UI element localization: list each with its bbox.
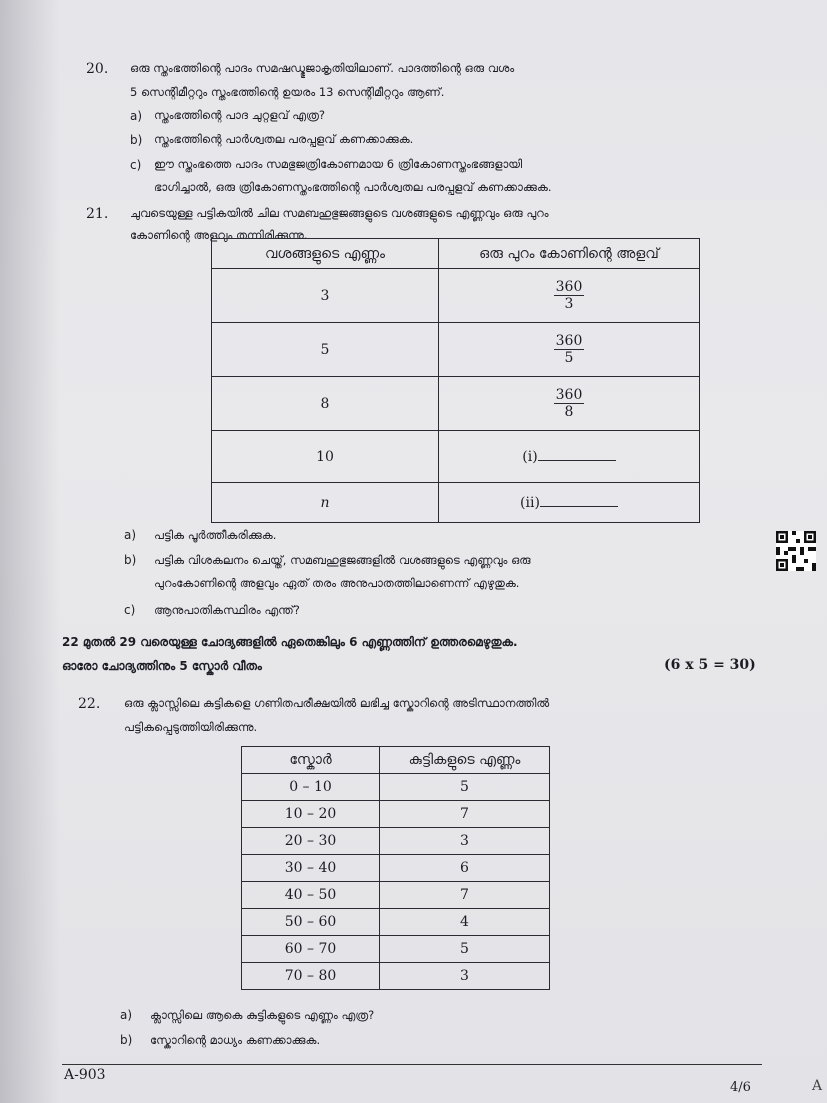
score-cell: 20 – 30	[242, 828, 380, 855]
footer-divider	[62, 1064, 762, 1065]
page-number: 4/6	[730, 1080, 751, 1095]
table-row	[242, 855, 550, 882]
fraction	[554, 387, 585, 420]
fraction-denominator: 3	[564, 296, 574, 312]
table-row	[242, 828, 550, 855]
table-header-angle: ഒരു പുറം കോണിന്റെ അളവ്	[439, 239, 700, 269]
section-score-note: ഓരോ ചോദ്യത്തിനും 5 സ്കോർ വീതം	[62, 659, 262, 673]
score-cell: 60 – 70	[242, 936, 380, 963]
count-cell: 6	[380, 855, 550, 882]
count-cell: 3	[380, 963, 550, 990]
angle-cell	[439, 377, 700, 431]
table-row	[242, 936, 550, 963]
angle-cell	[439, 269, 700, 323]
q22-table	[241, 746, 550, 990]
q21-line1: ചുവടെയുള്ള പട്ടികയിൽ ചില സമബഹുഭുജങ്ങളുടെ വശങ്ങളുടെ എണ്ണവും ഒരു പുറം	[130, 206, 549, 220]
q22-line2: പട്ടികപ്പെടുത്തിയിരിക്കുന്നു.	[124, 720, 258, 734]
q20-a-label: a)	[130, 109, 143, 123]
q21-c-label: c)	[124, 603, 136, 617]
table-row	[242, 882, 550, 909]
score-cell: 70 – 80	[242, 963, 380, 990]
table-row	[212, 323, 700, 377]
count-cell: 4	[380, 909, 550, 936]
table-row	[242, 909, 550, 936]
table-row	[212, 483, 700, 523]
q22-a-text: ക്ലാസ്സിലെ ആകെ കുട്ടികളുടെ എണ്ണം എത്ര?	[150, 1008, 375, 1022]
q21-table	[211, 238, 700, 523]
count-cell: 5	[380, 936, 550, 963]
q21-b-label: b)	[124, 553, 137, 567]
sides-cell: n	[212, 483, 439, 523]
q20-c-text1: ഈ സ്തംഭത്തെ പാദം സമഭുജത്രികോണമായ 6 ത്രികോണസ്തംഭങ്ങളായി	[154, 157, 523, 171]
table-header-score: സ്കോർ	[242, 747, 380, 774]
fraction-numerator: 360	[555, 386, 583, 403]
table-row	[212, 377, 700, 431]
q22-number: 22.	[78, 696, 101, 712]
score-cell: 10 – 20	[242, 801, 380, 828]
table-row	[242, 774, 550, 801]
q22-line1: ഒരു ക്ലാസ്സിലെ കുട്ടികളെ ഗണിതപരീക്ഷയിൽ ലഭിച്ച സ്കോറിന്റെ അടിസ്ഥാനത്തിൽ	[124, 696, 550, 710]
q21-a-text: പട്ടിക പൂർത്തീകരിക്കുക.	[154, 528, 277, 542]
answer-blank	[538, 448, 616, 461]
angle-cell	[439, 323, 700, 377]
table-row	[212, 269, 700, 323]
table-header-count: കുട്ടികളുടെ എണ്ണം	[380, 747, 550, 774]
q20-a-text: സ്തംഭത്തിന്റെ പാദ ചുറ്റളവ് എത്ര?	[154, 108, 325, 122]
edge-letter: A	[812, 1078, 823, 1094]
section-marks: (6 x 5 = 30)	[664, 657, 756, 673]
q22-b-label: b)	[120, 1033, 133, 1047]
count-cell: 7	[380, 882, 550, 909]
blank-label: (i)	[522, 449, 538, 465]
fraction-denominator: 5	[564, 350, 574, 366]
sides-cell: 8	[212, 377, 439, 431]
q20-line1: ഒരു സ്തംഭത്തിന്റെ പാദം സമഷഡ്ഭുജാകൃതിയിലാണ്. പാദത്തിന്റെ ഒരു വശം	[130, 61, 515, 75]
fraction-numerator: 360	[555, 278, 583, 295]
table-row	[212, 431, 700, 483]
score-cell: 0 – 10	[242, 774, 380, 801]
score-cell: 50 – 60	[242, 909, 380, 936]
q22-a-label: a)	[120, 1008, 133, 1022]
angle-cell	[439, 431, 700, 483]
sides-cell: 3	[212, 269, 439, 323]
q20-c-label: c)	[130, 158, 142, 172]
angle-cell	[439, 483, 700, 523]
q22-b-text: സ്കോറിന്റെ മാധ്യം കണക്കാക്കുക.	[150, 1033, 321, 1047]
answer-blank	[540, 494, 618, 507]
qr-code	[776, 531, 816, 571]
q20-b-text: സ്തംഭത്തിന്റെ പാർശ്വതല പരപ്പളവ് കണക്കാക്കുക.	[154, 132, 414, 146]
table-header-row	[212, 239, 700, 269]
count-cell: 3	[380, 828, 550, 855]
fraction-numerator: 360	[555, 332, 583, 349]
count-cell: 5	[380, 774, 550, 801]
q20-c-text2: ഭാഗിച്ചാൽ, ഒരു ത്രികോണസ്തംഭത്തിന്റെ പാർശ്വതല പരപ്പളവ് കണക്കാക്കുക.	[154, 180, 552, 194]
section-instruction: 22 മുതൽ 29 വരെയുള്ള ചോദ്യങ്ങളിൽ ഏതെങ്കിലും 6 എണ്ണത്തിന് ഉത്തരമെഴുതുക.	[62, 635, 518, 649]
q21-line2: കോണിന്റെ അളവും തന്നിരിക്കുന്നു.	[130, 228, 308, 242]
table-row	[242, 963, 550, 990]
q20-b-label: b)	[130, 133, 143, 147]
q20-number: 20.	[86, 61, 109, 77]
q20-line2: 5 സെന്റിമീറ്ററും സ്തംഭത്തിന്റെ ഉയരം 13 സെന്റിമീറ്ററും ആണ്.	[130, 85, 445, 99]
sides-cell: 5	[212, 323, 439, 377]
fraction-denominator: 8	[564, 404, 574, 420]
q21-b-text2: പുറംകോണിന്റെ അളവും ഏത് തരം അനുപാതത്തിലാണെന്ന് എഴുതുക.	[154, 576, 520, 590]
q21-c-text: ആനുപാതികസ്ഥിരം എന്ത്?	[154, 603, 300, 617]
fraction	[554, 333, 585, 366]
q21-a-label: a)	[124, 528, 137, 542]
paper-code: A-903	[64, 1067, 106, 1083]
score-cell: 30 – 40	[242, 855, 380, 882]
fraction	[554, 279, 585, 312]
score-cell: 40 – 50	[242, 882, 380, 909]
table-row	[242, 801, 550, 828]
table-header-sides: വശങ്ങളുടെ എണ്ണം	[212, 239, 439, 269]
blank-label: (ii)	[520, 495, 540, 511]
table-header-row	[242, 747, 550, 774]
q21-number: 21.	[86, 206, 109, 222]
page-shadow	[0, 0, 60, 1103]
sides-cell: 10	[212, 431, 439, 483]
count-cell: 7	[380, 801, 550, 828]
q21-b-text1: പട്ടിക വിശകലനം ചെയ്ത്, സമബഹുഭുജങ്ങളിൽ വശങ്ങളുടെ എണ്ണവും ഒരു	[154, 553, 531, 567]
